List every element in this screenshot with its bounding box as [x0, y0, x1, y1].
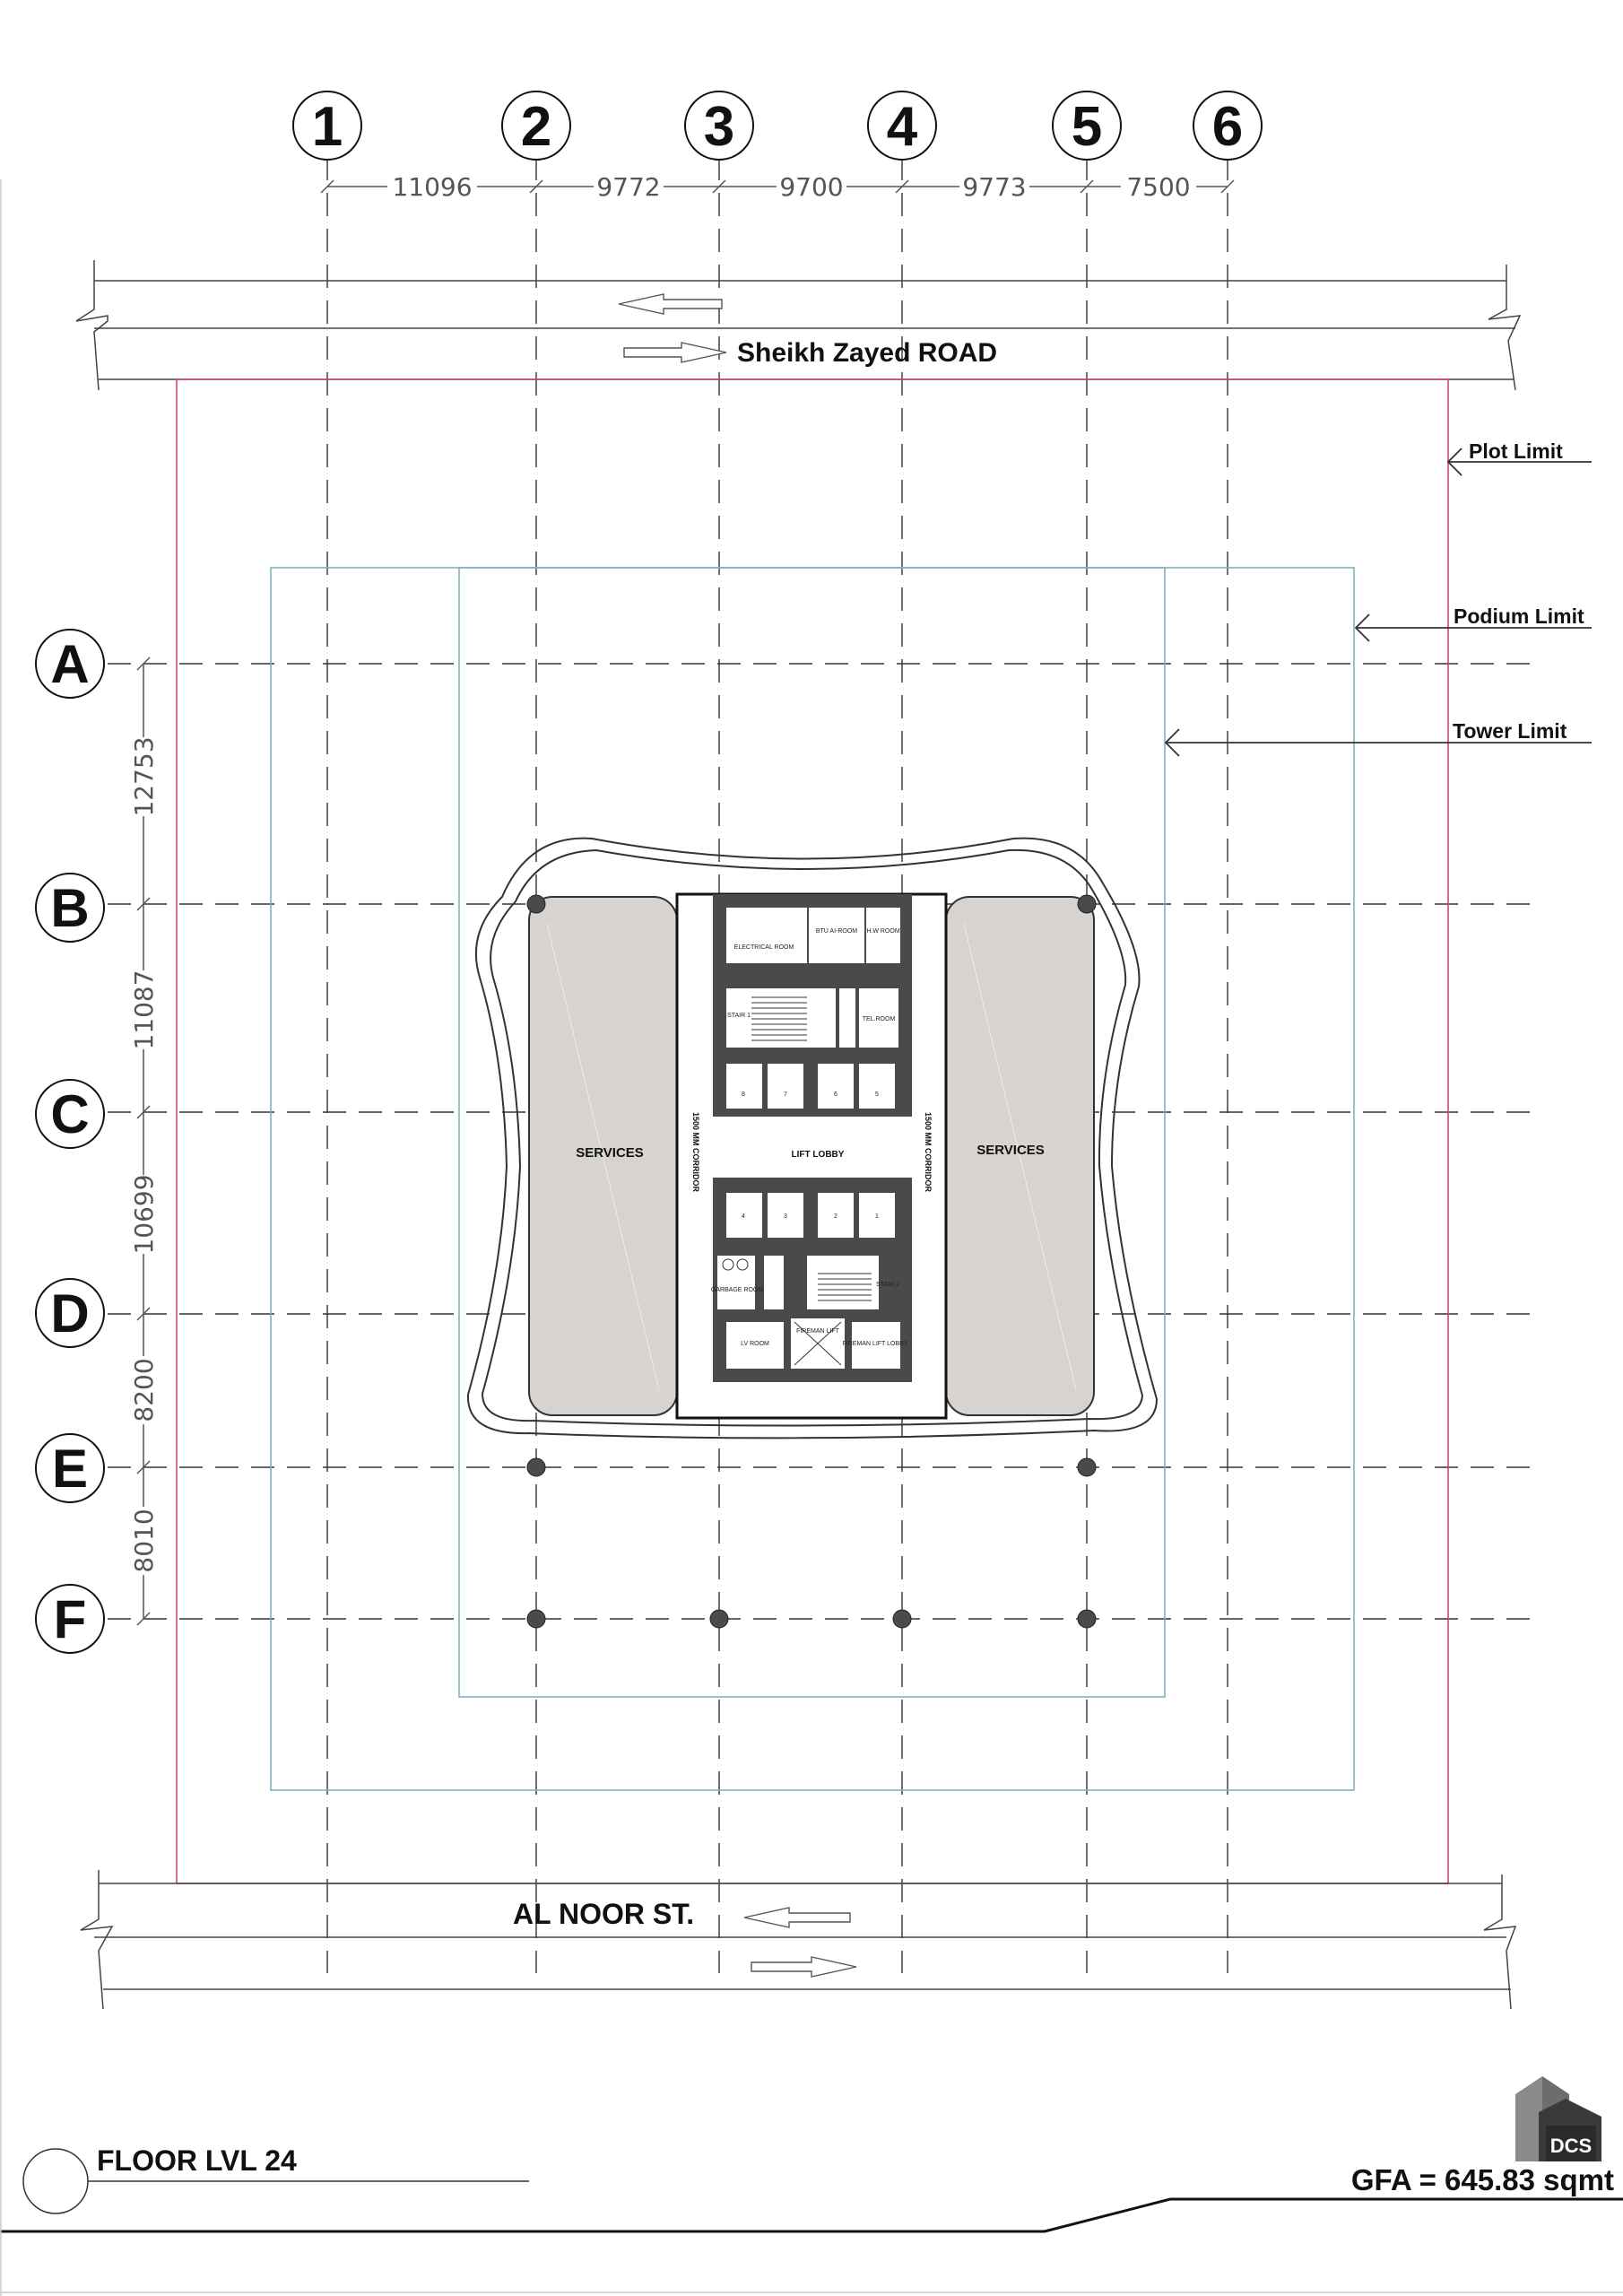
company-logo — [1515, 2076, 1601, 2161]
services-label-left: SERVICES — [576, 1145, 644, 1161]
column-dimension: 9700 — [779, 172, 844, 202]
column-label: 5 — [1071, 96, 1103, 158]
limit-leaders — [1166, 448, 1592, 756]
bottom-road-arrows — [744, 1908, 856, 1977]
room-label-electrical: ELECTRICAL ROOM — [733, 944, 794, 951]
podium-limit-label: Podium Limit — [1454, 604, 1584, 628]
column-dimension: 9772 — [596, 172, 661, 202]
row-dimension: 10699 — [129, 1174, 159, 1255]
lift-number: 6 — [834, 1091, 838, 1098]
floor-level-title: FLOOR LVL 24 — [97, 2144, 297, 2177]
column-label: 1 — [311, 96, 343, 158]
bottom-road-name: AL NOOR ST. — [513, 1898, 695, 1930]
room-label-stair-1: STAIR 1 — [727, 1013, 751, 1019]
lift-number: 7 — [784, 1091, 787, 1098]
room-label-garbage: GARBAGE ROOM — [710, 1287, 764, 1293]
lift-lobby-label: LIFT LOBBY — [791, 1150, 845, 1160]
room-label-hw: H.W ROOM — [866, 928, 900, 935]
row-label: D — [50, 1283, 90, 1344]
row-label: A — [50, 634, 90, 694]
column-dimension: 7500 — [1126, 172, 1191, 202]
column-label: 6 — [1211, 96, 1244, 158]
row-dimension: 8010 — [129, 1509, 159, 1573]
column-dimension: 11096 — [392, 172, 473, 202]
row-label: F — [53, 1589, 87, 1649]
column-label: 2 — [520, 96, 552, 158]
row-dimension: 8200 — [129, 1358, 159, 1422]
column-bubbles — [293, 91, 1262, 160]
lift-number: 3 — [784, 1213, 787, 1220]
services-label-right: SERVICES — [976, 1143, 1045, 1158]
corridor-label-left: 1500 MM CORRIDOR — [691, 1112, 700, 1193]
lift-number: 8 — [742, 1091, 745, 1098]
row-label: C — [50, 1084, 90, 1144]
lift-number: 5 — [875, 1091, 879, 1098]
room-label-btu: BTU AI-ROOM — [815, 928, 858, 935]
title-block-line — [0, 2199, 1623, 2231]
lift-number: 2 — [834, 1213, 838, 1220]
row-label: E — [51, 1439, 89, 1499]
title-bubble — [23, 2149, 88, 2213]
gfa-value: GFA = 645.83 sqmt — [1350, 2163, 1614, 2196]
column-label: 3 — [703, 96, 735, 158]
corridor-label-right: 1500 MM CORRIDOR — [924, 1112, 933, 1193]
plot-limit-label: Plot Limit — [1469, 439, 1563, 463]
top-road-name: Sheikh Zayed ROAD — [737, 338, 998, 368]
row-dimension: 11087 — [129, 970, 159, 1050]
logo-text: DCS — [1549, 2135, 1593, 2157]
lift-number: 4 — [742, 1213, 745, 1220]
room-label-tel: TEL.ROOM — [862, 1016, 896, 1022]
room-label-stair-2: STAIR 2 — [876, 1282, 899, 1288]
room-label-fireman-lobby: FIREMAN LIFT LOBBY — [842, 1341, 908, 1347]
lift-number: 1 — [875, 1213, 879, 1220]
column-dimension: 9773 — [962, 172, 1027, 202]
row-label: B — [50, 878, 90, 938]
bottom-road — [81, 1870, 1515, 2009]
column-label: 4 — [886, 96, 918, 158]
row-dimension: 12753 — [129, 736, 159, 817]
top-road — [76, 260, 1520, 390]
room-label-fireman-lift: FIREMAN LIFT — [796, 1328, 839, 1335]
room-label-lv: LV ROOM — [741, 1341, 769, 1347]
tower-limit-label: Tower Limit — [1453, 719, 1567, 743]
